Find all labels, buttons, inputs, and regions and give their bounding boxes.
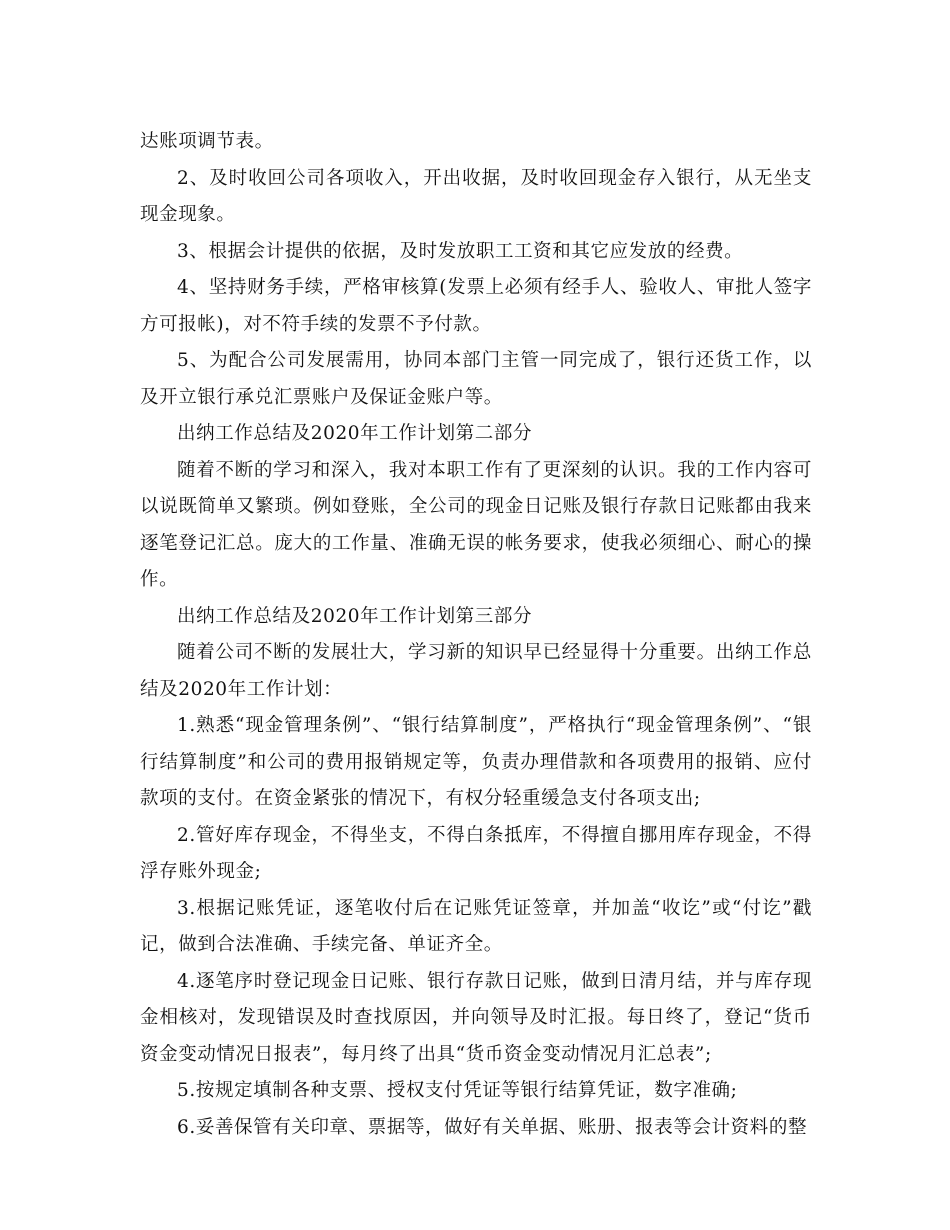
paragraph-item-2: 2、及时收回公司各项收入，开出收据，及时收回现金存入银行，从无坐支现金现象。 — [140, 167, 812, 225]
section-heading-part-2: 出纳工作总结及2020年工作计划第二部分 — [177, 423, 533, 444]
section-heading-part-3: 出纳工作总结及2020年工作计划第三部分 — [177, 605, 533, 627]
paragraph-part-2-body: 随着不断的学习和深入，我对本职工作有了更深刻的认识。我的工作内容可以说既简单又繁琐。例如登账，全公司的现金日记账及银行存款日记账都由我来逐笔登记汇总。庞大的工作量、准确无误的帐务要求，使我必须细心、耐心的操作。 — [140, 459, 812, 590]
plan-item-6: 6.妥善保管有关印章、票据等，做好有关单据、账册、报表等会计资料的整 — [177, 1116, 808, 1138]
paragraph-item-3: 3、根据会计提供的依据，及时发放职工工资和其它应发放的经费。 — [177, 240, 744, 262]
paragraph-item-5: 5、为配合公司发展需用，协同本部门主管一同完成了，银行还货工作，以及开立银行承兑汇票账户及保证金账户等。 — [140, 350, 812, 408]
plan-item-2: 2.管好库存现金，不得坐支，不得白条抵库，不得擅自挪用库存现金，不得浮存账外现金; — [140, 824, 812, 882]
plan-item-3: 3.根据记账凭证，逐笔收付后在记账凭证签章，并加盖“收讫”或“付讫”戳记，做到合法准确、手续完备、单证齐全。 — [140, 897, 812, 955]
plan-item-4: 4.逐笔序时登记现金日记账、银行存款日记账，做到日清月结，并与库存现金相核对，发现错误及时查找原因，并向领导及时汇报。每日终了，登记“货币资金变动情况日报表”，每月终了出具“货币资金变动情况月汇总表”; — [140, 970, 812, 1065]
paragraph-continuation: 达账项调节表。 — [140, 131, 274, 152]
plan-item-1: 1.熟悉“现金管理条例”、“银行结算制度”，严格执行“现金管理条例”、“银行结算制度”和公司的费用报销规定等，负责办理借款和各项费用的报销、应付款项的支付。在资金紧张的情况下，有权分轻重缓急支付各项支出; — [140, 715, 812, 809]
document-body — [140, 124, 812, 1146]
plan-item-5: 5.按规定填制各种支票、授权支付凭证等银行结算凭证，数字准确; — [177, 1080, 738, 1101]
paragraph-item-4: 4、坚持财务手续，严格审核算(发票上必须有经手人、验收人、审批人签字方可报帐)，对不符手续的发票不予付款。 — [140, 277, 812, 335]
paragraph-part-3-intro: 随着公司不断的发展壮大，学习新的知识早已经显得十分重要。出纳工作总结及2020年工作计划： — [140, 642, 812, 700]
